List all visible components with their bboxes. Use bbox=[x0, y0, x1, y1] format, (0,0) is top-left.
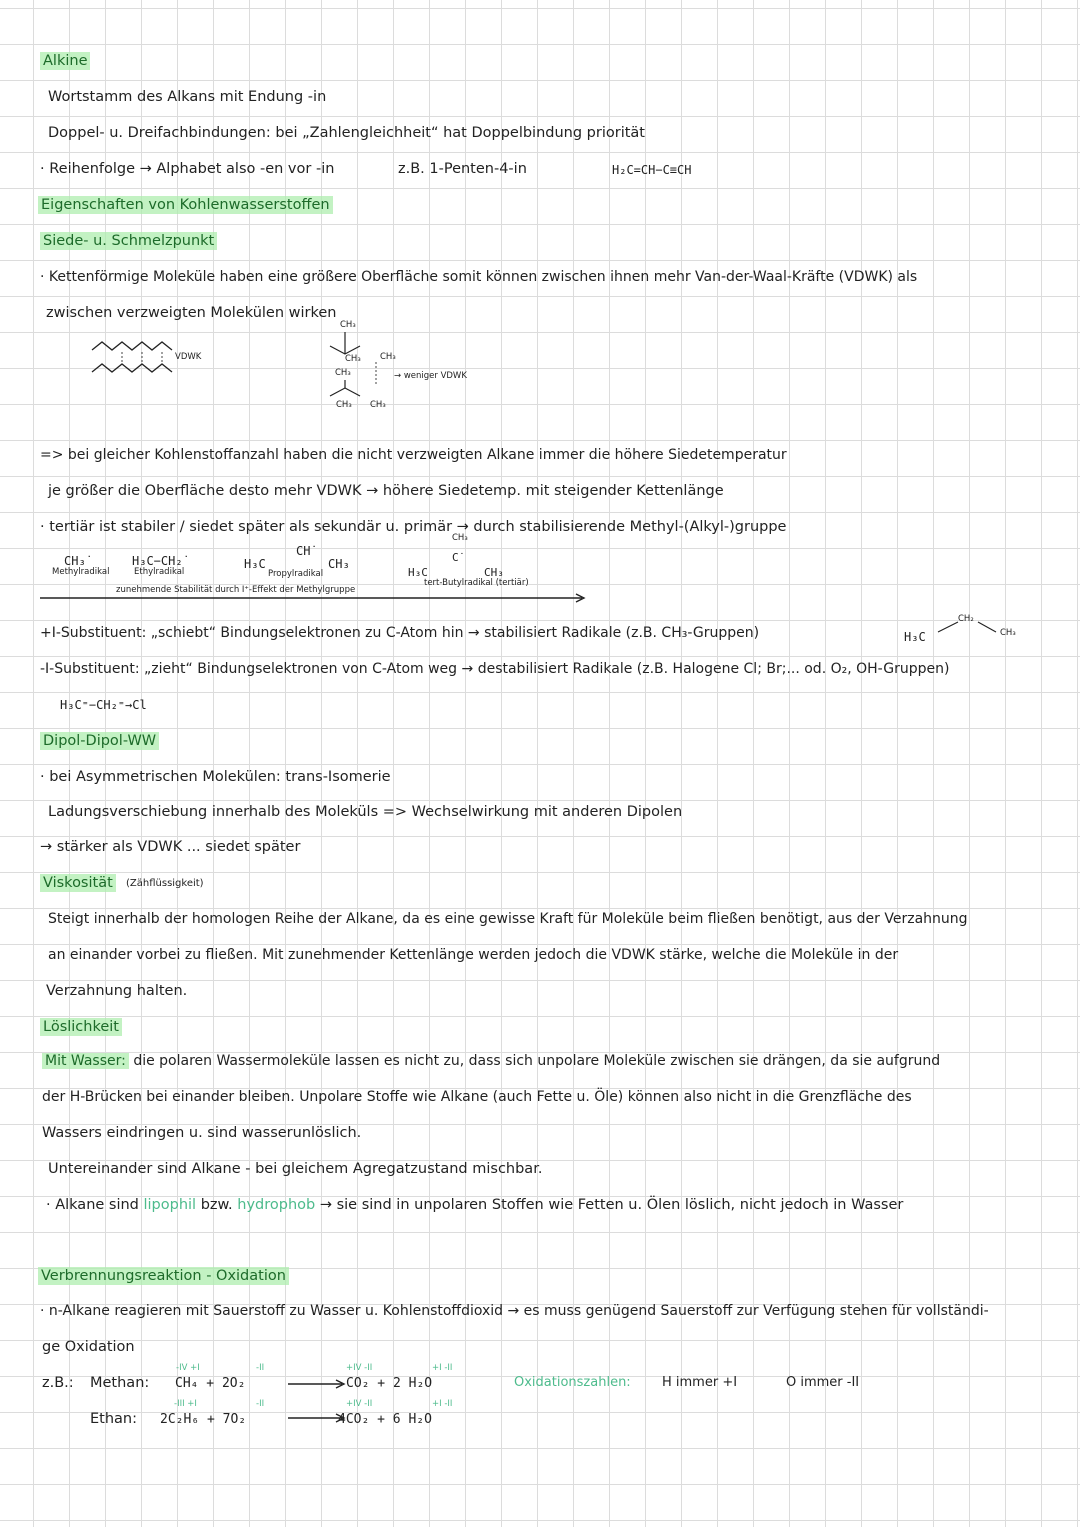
methan-label: Methan: bbox=[90, 1375, 150, 1391]
dipol-line-3: → stärker als VDWK ... siedet später bbox=[40, 839, 301, 855]
minus-i-line: -I-Substituent: „zieht“ Bindungselektronen von C-Atom weg → destabilisiert Radikale (z.B. Halogene Cl; Br;... od. O₂, OH-Gruppen) bbox=[40, 661, 950, 677]
loeslichkeit-line-2: der H-Brücken bei einander bleiben. Unpolare Stoffe wie Alkane (auch Fette u. Öle) können also nicht in die Grenzfläche des bbox=[42, 1089, 912, 1105]
branched-molecules-drawing bbox=[320, 318, 400, 413]
verbrennung-line-2: ge Oxidation bbox=[42, 1339, 135, 1355]
loeslichkeit-line-5 bbox=[46, 1196, 903, 1214]
alkine-example: z.B. 1-Penten-4-in bbox=[398, 161, 527, 177]
propyl-right: CH₃ bbox=[328, 557, 350, 571]
side-formula-h3c: H₃C bbox=[904, 630, 926, 644]
alkine-formula: H₂C=CH−C≡CH bbox=[612, 163, 692, 177]
methyl-radical-formula: CH₃˙ bbox=[64, 554, 93, 568]
dipol-line-1: · bei Asymmetrischen Molekülen: trans-Isomerie bbox=[40, 769, 391, 785]
methyl-radical-label: Methylradikal bbox=[52, 567, 110, 577]
stability-arrow-label: zunehmende Stabilität durch I⁺-Effekt der Methylgruppe bbox=[116, 585, 356, 595]
side-formula-ch2: CH₂ bbox=[958, 614, 974, 624]
zb-label: z.B.: bbox=[42, 1375, 74, 1391]
tert-mid: C˙ bbox=[452, 551, 466, 564]
ox-mark-2: -II bbox=[256, 1363, 265, 1373]
ch3-lower: CH₃ bbox=[335, 368, 351, 378]
ch3-right: CH₃ bbox=[380, 352, 396, 362]
ox-mark-7: +IV -II bbox=[346, 1399, 373, 1409]
ethyl-radical-label: Ethylradikal bbox=[134, 567, 185, 577]
tert-left: H₃C bbox=[408, 566, 428, 579]
stability-arrow bbox=[40, 594, 590, 604]
ox-o-rule: O immer -II bbox=[786, 1375, 860, 1390]
tert-top: CH₃ bbox=[452, 533, 468, 543]
line5-a: · Alkane sind bbox=[46, 1197, 144, 1213]
section-heading-loeslichkeit: Löslichkeit bbox=[40, 1018, 122, 1036]
verbrennung-line-1: · n-Alkane reagieren mit Sauerstoff zu Wasser u. Kohlenstoffdioxid → es muss genügend Sauerstoff zur Verfügung stehen für vollständi- bbox=[40, 1303, 989, 1319]
viskositaet-line-3: Verzahnung halten. bbox=[46, 983, 188, 999]
subheading-siede: Siede- u. Schmelzpunkt bbox=[40, 232, 217, 250]
viskositaet-line-2: an einander vorbei zu fließen. Mit zunehmender Kettenlänge werden jedoch die VDWK stärke, welche die Moleküle in der bbox=[48, 947, 899, 963]
mit-wasser-label: Mit Wasser: bbox=[42, 1053, 129, 1069]
alkine-line-3: · Reihenfolge → Alphabet also -en vor -in bbox=[40, 161, 335, 177]
weniger-vdwk-label: → weniger VDWK bbox=[394, 371, 467, 381]
line5-c: → sie sind in unpolaren Stoffen wie Fetten u. Ölen löslich, nicht jedoch in Wasser bbox=[315, 1197, 904, 1213]
ox-mark-4: +I -II bbox=[432, 1363, 453, 1373]
loeslichkeit-line-4: Untereinander sind Alkane - bei gleichem Agregatzustand mischbar. bbox=[48, 1161, 543, 1177]
ox-mark-1: -IV +I bbox=[176, 1363, 200, 1373]
vdwk-label: VDWK bbox=[175, 352, 202, 362]
methan-rhs: CO₂ + 2 H₂O bbox=[346, 1376, 433, 1391]
loeslichkeit-line-1 bbox=[42, 1052, 940, 1070]
dipol-line-2: Ladungsverschiebung innerhalb des Moleküls => Wechselwirkung mit anderen Dipolen bbox=[48, 804, 683, 820]
minus-i-example: H₃C⁼−CH₂⁼→Cl bbox=[60, 698, 147, 712]
reaction-arrows bbox=[288, 1380, 348, 1424]
siede-line-2: zwischen verzweigten Molekülen wirken bbox=[46, 305, 337, 321]
result-line-2: je größer die Oberfläche desto mehr VDWK → höhere Siedetemp. mit steigender Kettenlänge bbox=[48, 483, 724, 499]
viskositaet-sub: (Zähflüssigkeit) bbox=[126, 878, 204, 889]
tert-right: CH₃ bbox=[484, 566, 504, 579]
propyl-mid: CH˙ bbox=[296, 544, 318, 558]
alkine-line-1: Wortstamm des Alkans mit Endung -in bbox=[48, 89, 327, 105]
ch3-mid: CH₃ bbox=[345, 354, 361, 364]
siede-line-1: · Kettenförmige Moleküle haben eine größere Oberfläche somit können zwischen ihnen mehr Van-der-Waal-Kräfte (VDWK) als bbox=[40, 269, 918, 285]
ethan-rhs: 4CO₂ + 6 H₂O bbox=[338, 1412, 432, 1427]
result-line-1: => bei gleicher Kohlenstoffanzahl haben die nicht verzweigten Alkane immer die höhere Siedetemperatur bbox=[40, 447, 787, 463]
propyl-label: Propylradikal bbox=[268, 569, 324, 579]
lipophil-term: lipophil bbox=[143, 1197, 197, 1213]
loeslichkeit-line-1-text: die polaren Wassermoleküle lassen es nicht zu, dass sich unpolare Moleküle zwischen sie drängen, da sie aufgrund bbox=[128, 1053, 941, 1069]
side-formula-bonds bbox=[936, 618, 1000, 636]
side-formula-ch3: CH₃ bbox=[1000, 628, 1016, 638]
section-heading-eigenschaften: Eigenschaften von Kohlenwasserstoffen bbox=[38, 196, 333, 214]
result-line-3: · tertiär ist stabiler / siedet später als sekundär u. primär → durch stabilisierende Methyl-(Alkyl-)gruppe bbox=[40, 519, 787, 535]
ch3-top: CH₃ bbox=[340, 320, 356, 330]
ox-h-rule: H immer +I bbox=[662, 1375, 738, 1390]
section-heading-alkine: Alkine bbox=[40, 52, 90, 70]
ethan-label: Ethan: bbox=[90, 1411, 137, 1427]
hydrophob-term: hydrophob bbox=[237, 1197, 316, 1213]
plus-i-line: +I-Substituent: „schiebt“ Bindungselektronen zu C-Atom hin → stabilisiert Radikale (z.B. CH₃-Gruppen) bbox=[40, 625, 760, 641]
tert-label: tert-Butylradikal (tertiär) bbox=[424, 578, 529, 588]
ox-mark-8: +I -II bbox=[432, 1399, 453, 1409]
viskositaet-line-1: Steigt innerhalb der homologen Reihe der Alkane, da es eine gewisse Kraft für Moleküle beim fließen benötigt, aus der Verzahnung bbox=[48, 911, 968, 927]
ox-mark-3: +IV -II bbox=[346, 1363, 373, 1373]
line5-b: bzw. bbox=[196, 1197, 238, 1213]
propyl-left: H₃C bbox=[244, 557, 266, 571]
section-heading-verbrennung: Verbrennungsreaktion - Oxidation bbox=[38, 1267, 289, 1285]
ch3-bottom-left: CH₃ bbox=[336, 400, 352, 410]
ethyl-radical-formula: H₃C−CH₂˙ bbox=[132, 554, 190, 568]
ch3-bottom-right: CH₃ bbox=[370, 400, 386, 410]
section-heading-dipol: Dipol-Dipol-WW bbox=[40, 732, 159, 750]
ox-mark-5: -III +I bbox=[174, 1399, 197, 1409]
loeslichkeit-line-3: Wassers eindringen u. sind wasserunlöslich. bbox=[42, 1125, 362, 1141]
ox-mark-6: -II bbox=[256, 1399, 265, 1409]
ethan-lhs: 2C₂H₆ + 7O₂ bbox=[160, 1412, 247, 1427]
methan-lhs: CH₄ + 2O₂ bbox=[175, 1376, 246, 1391]
oxidationszahlen-label: Oxidationszahlen: bbox=[514, 1375, 631, 1390]
alkine-line-2: Doppel- u. Dreifachbindungen: bei „Zahlengleichheit“ hat Doppelbindung priorität bbox=[48, 125, 645, 141]
section-heading-viskositaet: Viskosität bbox=[40, 874, 116, 892]
